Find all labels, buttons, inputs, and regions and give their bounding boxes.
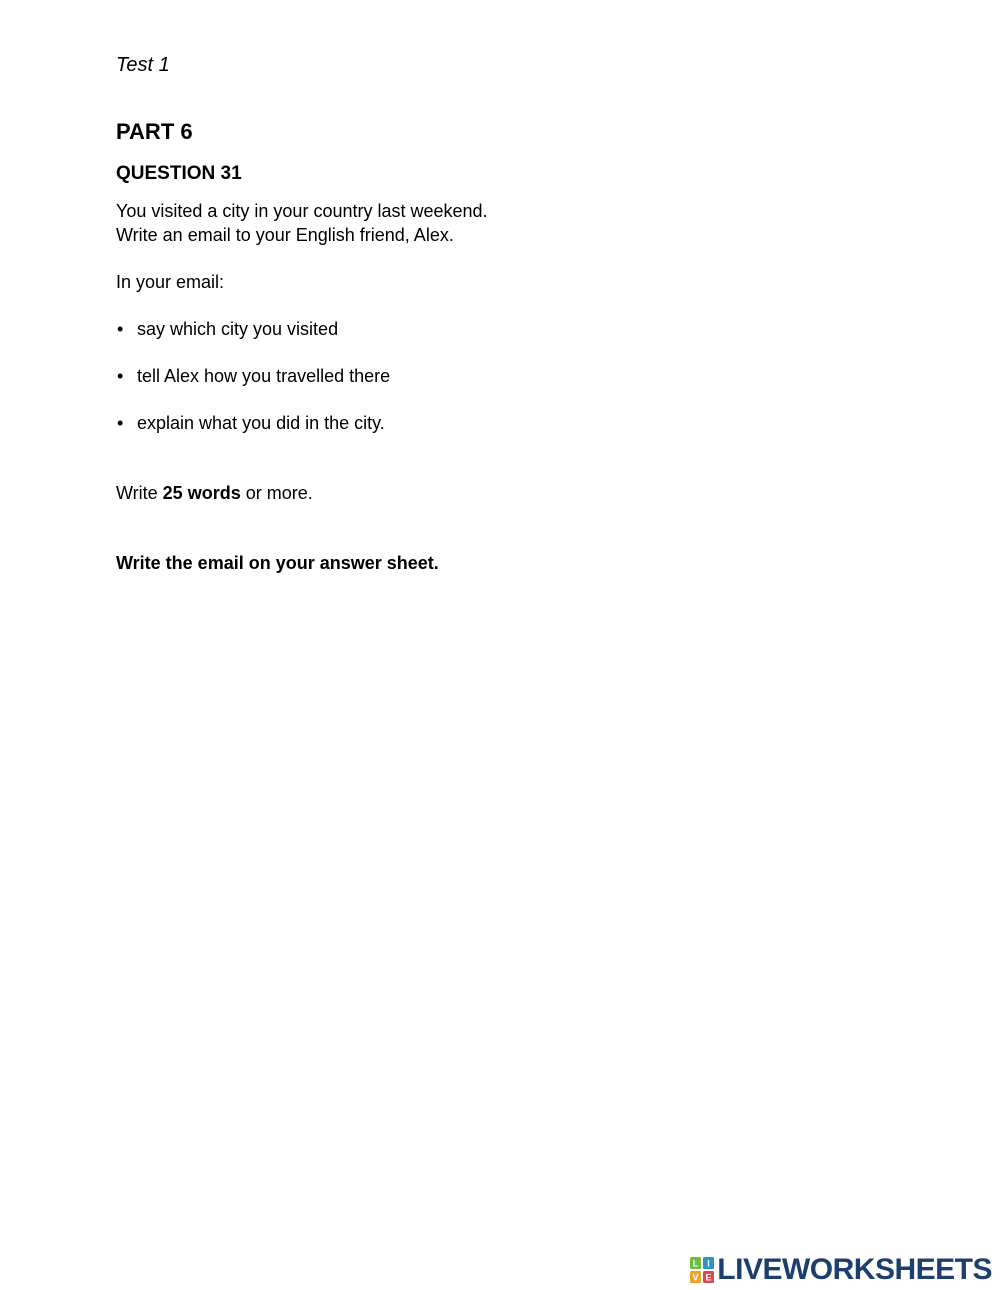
list-item [116, 317, 390, 341]
task-bullet-list [116, 317, 390, 458]
intro-line-2: Write an email to your English friend, Alex. [116, 225, 454, 245]
brand-name: LIVEWORKSHEETS [717, 1253, 992, 1286]
list-item-text: say which city you visited [137, 319, 339, 339]
bullet-icon: • [117, 319, 124, 339]
question-title: QUESTION 31 [116, 163, 242, 184]
logo-letter-v: V [692, 1272, 699, 1283]
brand-watermark[interactable] [690, 1253, 992, 1287]
intro-line-1: You visited a city in your country last weekend. [116, 201, 488, 221]
answer-sheet-instruction: Write the email on your answer sheet. [116, 553, 439, 573]
bullet-icon: • [117, 413, 124, 433]
logo-letter-i: I [707, 1258, 711, 1269]
list-item-text: tell Alex how you travelled there [137, 366, 391, 386]
task-lead: In your email: [116, 272, 225, 292]
logo-letter-e: E [705, 1272, 712, 1283]
liveworksheets-logo-icon [690, 1257, 714, 1283]
list-item [116, 364, 390, 388]
word-count-prefix: Write [116, 483, 163, 503]
list-item [116, 411, 390, 435]
part-title: PART 6 [116, 119, 193, 144]
list-item-text: explain what you did in the city. [137, 413, 385, 433]
logo-letter-l: L [693, 1258, 699, 1269]
word-count-suffix: or more. [240, 483, 313, 503]
word-count-requirement [116, 481, 313, 505]
word-count-emphasis: 25 words [162, 483, 241, 503]
test-label: Test 1 [116, 54, 170, 76]
bullet-icon: • [117, 366, 124, 386]
